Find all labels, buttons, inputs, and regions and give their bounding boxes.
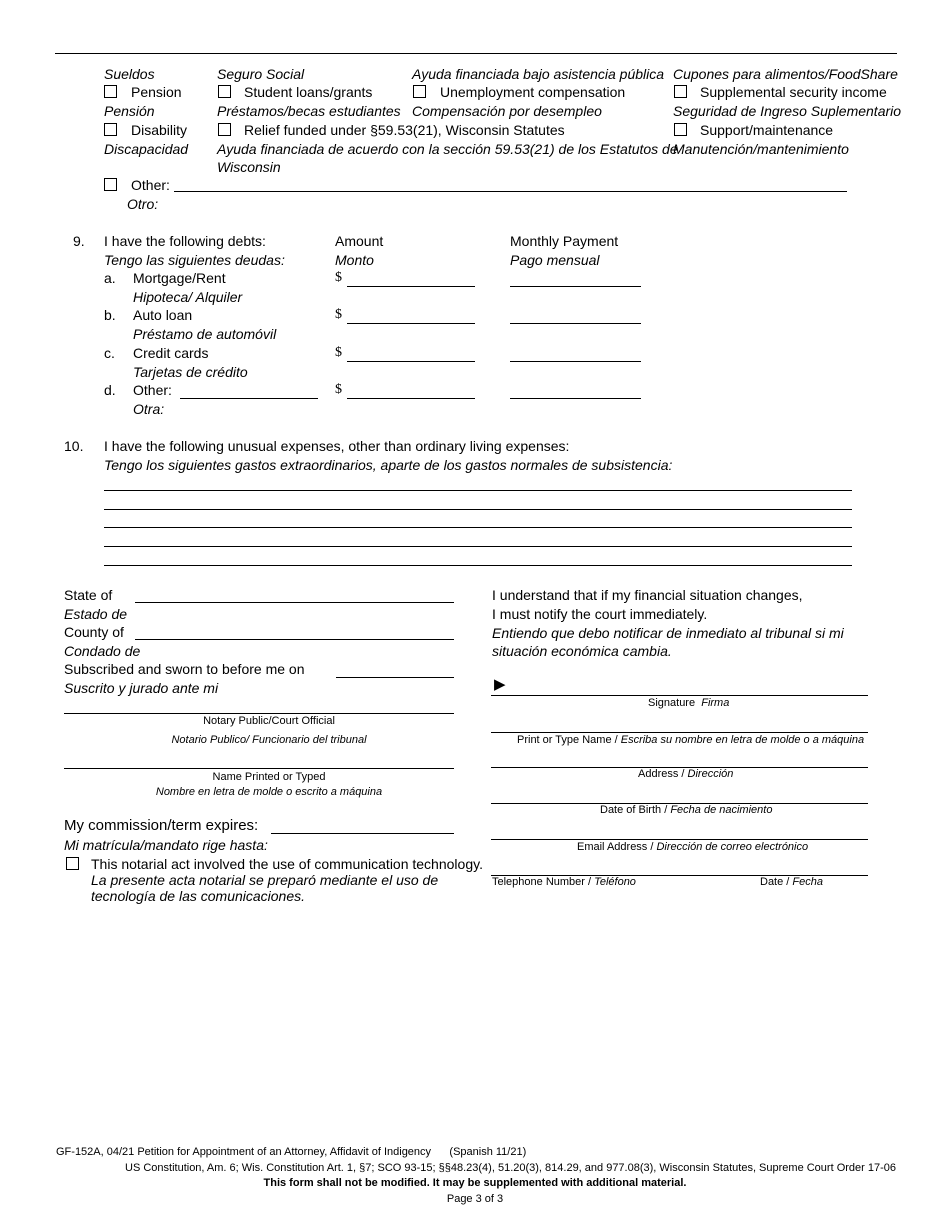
debts-number: 9. <box>73 233 85 249</box>
dob-label-es: Fecha de nacimiento <box>670 804 773 816</box>
email-field[interactable] <box>491 839 868 840</box>
expenses-line[interactable] <box>104 490 852 491</box>
credit-cards-payment-field[interactable] <box>510 361 641 362</box>
debt-letter: b. <box>104 307 116 323</box>
signature-label-en: Signature <box>648 697 696 709</box>
credit-cards-amount-field[interactable] <box>347 361 475 362</box>
other-income-field[interactable] <box>174 191 847 192</box>
debt-label: Auto loan <box>133 307 193 323</box>
address-label-es: Dirección <box>687 768 734 780</box>
disability-checkbox[interactable] <box>104 123 117 136</box>
notary-name-field[interactable] <box>64 768 454 769</box>
relief-es-label-2: Wisconsin <box>217 159 281 175</box>
dob-label-en: Date of Birth / <box>600 804 668 816</box>
debt-label: Credit cards <box>133 345 209 361</box>
notary-official-label-es: Notario Publico/ Funcionario del tribunal <box>171 734 367 746</box>
understand-text-es-2: situación económica cambia. <box>492 643 672 659</box>
footer-notice: This form shall not be modified. It may be supplemented with additional material. <box>263 1177 687 1189</box>
email-label-en: Email Address / <box>577 841 654 853</box>
expenses-line[interactable] <box>104 527 852 528</box>
expenses-number: 10. <box>64 438 84 454</box>
print-name-label <box>517 734 864 746</box>
commission-label: My commission/term expires: <box>64 817 259 834</box>
student-loans-es-label: Préstamos/becas estudiantes <box>217 103 401 119</box>
date-label-en: Date / <box>760 876 790 888</box>
debts-intro: I have the following debts: <box>104 233 266 249</box>
name-printed-label: Name Printed or Typed <box>212 771 326 783</box>
currency-symbol: $ <box>335 307 342 322</box>
dob-label <box>600 804 772 816</box>
state-label: State of <box>64 587 113 603</box>
other-debt-name-field[interactable] <box>180 398 318 399</box>
currency-symbol: $ <box>335 270 342 285</box>
amount-header-es: Monto <box>335 252 374 268</box>
email-label <box>577 841 808 853</box>
footer-spanish-version: (Spanish 11/21) <box>449 1146 527 1158</box>
email-label-es: Dirección de correo electrónico <box>656 841 809 853</box>
expenses-line[interactable] <box>104 565 852 566</box>
debt-letter: c. <box>104 345 115 361</box>
disability-label: Disability <box>131 122 188 138</box>
name-printed-label-es: Nombre en letra de molde o escrito a máquina <box>155 786 383 798</box>
signature-label <box>648 697 729 709</box>
student-loans-checkbox[interactable] <box>218 85 231 98</box>
debts-intro-es: Tengo las siguientes deudas: <box>104 252 285 268</box>
commission-label-es: Mi matrícula/mandato rige hasta: <box>64 837 268 853</box>
debt-letter: d. <box>104 382 116 398</box>
support-es-label: Manutención/mantenimiento <box>673 141 849 157</box>
other-income-es-label: Otro: <box>127 196 159 212</box>
pension-es-label: Pensión <box>104 103 155 119</box>
communication-tech-label-es: La presente acta notarial se preparó mediante el uso de <box>91 872 439 888</box>
auto-loan-amount-field[interactable] <box>347 323 475 324</box>
debt-letter: a. <box>104 270 116 286</box>
mortgage-payment-field[interactable] <box>510 286 641 287</box>
debt-label: Other: <box>133 382 172 398</box>
address-label <box>638 768 733 780</box>
relief-checkbox[interactable] <box>218 123 231 136</box>
communication-tech-label-es-2: tecnología de las comunicaciones. <box>91 888 306 904</box>
communication-tech-checkbox[interactable] <box>66 857 79 870</box>
state-field[interactable] <box>135 602 454 603</box>
other-debt-amount-field[interactable] <box>347 398 475 399</box>
phone-label-es: Teléfono <box>594 876 636 888</box>
support-checkbox[interactable] <box>674 123 687 136</box>
subscribed-label: Subscribed and sworn to before me on <box>64 661 305 677</box>
subscribed-label-es: Suscrito y jurado ante mi <box>64 680 219 696</box>
date-label-es: Fecha <box>792 876 823 888</box>
unemployment-checkbox[interactable] <box>413 85 426 98</box>
ssi-label: Supplemental security income <box>700 84 887 100</box>
other-income-checkbox[interactable] <box>104 178 117 191</box>
commission-date-field[interactable] <box>271 833 454 834</box>
footer-form-id-text: GF-152A, 04/21 Petition for Appointment of an Attorney, Affidavit of Indigency <box>56 1146 432 1158</box>
print-name-label-es: Escriba su nombre en letra de molde o a máquina <box>620 734 865 746</box>
expenses-text-es: Tengo los siguientes gastos extraordinarios, aparte de los gastos normales de subsistencia: <box>104 457 673 473</box>
subscribed-date-field[interactable] <box>336 677 454 678</box>
sueldos-label: Sueldos <box>104 66 155 82</box>
ayuda-label: Ayuda financiada bajo asistencia pública <box>412 66 665 82</box>
ssi-checkbox[interactable] <box>674 85 687 98</box>
other-debt-payment-field[interactable] <box>510 398 641 399</box>
debt-label: Mortgage/Rent <box>133 270 226 286</box>
print-name-label-en: Print or Type Name / <box>517 734 618 746</box>
expenses-line[interactable] <box>104 546 852 547</box>
signature-field[interactable] <box>491 695 868 696</box>
signature-arrow-icon: ▶ <box>494 676 506 693</box>
understand-text-2: I must notify the court immediately. <box>492 606 708 622</box>
amount-header: Amount <box>335 233 384 249</box>
currency-symbol: $ <box>335 382 342 397</box>
unemployment-es-label: Compensación por desempleo <box>412 103 602 119</box>
communication-tech-label: This notarial act involved the use of communication technology. <box>91 856 483 872</box>
top-rule <box>55 53 897 54</box>
understand-text-es: Entiendo que debo notificar de inmediato al tribunal si mi <box>492 625 844 641</box>
debt-label-es: Otra: <box>133 401 165 417</box>
unemployment-label: Unemployment compensation <box>440 84 626 100</box>
county-label: County of <box>64 624 124 640</box>
footer-form-id <box>56 1146 526 1158</box>
date-label <box>760 876 823 888</box>
understand-text: I understand that if my financial situation changes, <box>492 587 803 603</box>
ssi-es-label: Seguridad de Ingreso Suplementario <box>673 103 902 119</box>
notary-official-label: Notary Public/Court Official <box>203 715 335 727</box>
notary-signature-field[interactable] <box>64 713 454 714</box>
state-label-es: Estado de <box>64 606 128 622</box>
disability-es-label: Discapacidad <box>104 141 189 157</box>
pension-checkbox[interactable] <box>104 85 117 98</box>
page-number: Page 3 of 3 <box>446 1193 504 1205</box>
debt-label-es: Tarjetas de crédito <box>133 364 248 380</box>
expenses-line[interactable] <box>104 509 852 510</box>
auto-loan-payment-field[interactable] <box>510 323 641 324</box>
monthly-header: Monthly Payment <box>510 233 619 249</box>
debt-label-es: Hipoteca/ Alquiler <box>133 289 243 305</box>
signature-label-es: Firma <box>701 697 730 709</box>
student-loans-label: Student loans/grants <box>244 84 373 100</box>
print-name-field[interactable] <box>491 732 868 733</box>
support-label: Support/maintenance <box>700 122 834 138</box>
relief-es-label: Ayuda financiada de acuerdo con la sección 59.53(21) de los Estatutos de <box>217 141 678 157</box>
expenses-text: I have the following unusual expenses, other than ordinary living expenses: <box>104 438 570 454</box>
seguro-label: Seguro Social <box>217 66 305 82</box>
phone-label <box>492 876 636 888</box>
currency-symbol: $ <box>335 345 342 360</box>
county-label-es: Condado de <box>64 643 141 659</box>
pension-label: Pension <box>131 84 182 100</box>
relief-label: Relief funded under §59.53(21), Wisconsin Statutes <box>244 122 565 138</box>
county-field[interactable] <box>135 639 454 640</box>
phone-label-en: Telephone Number / <box>492 876 592 888</box>
address-label-en: Address / <box>638 768 685 780</box>
mortgage-amount-field[interactable] <box>347 286 475 287</box>
other-income-label: Other: <box>131 177 170 193</box>
footer-statutes: US Constitution, Am. 6; Wis. Constitution Art. 1, §7; SCO 93-15; §§48.23(4), 51.20(3), 814.29, and 977.08(3), Wisconsin Statutes, Supreme Court Order 17-06 <box>125 1162 897 1174</box>
monthly-header-es: Pago mensual <box>510 252 600 268</box>
debt-label-es: Préstamo de automóvil <box>133 326 277 342</box>
cupones-label: Cupones para alimentos/FoodShare <box>673 66 898 82</box>
